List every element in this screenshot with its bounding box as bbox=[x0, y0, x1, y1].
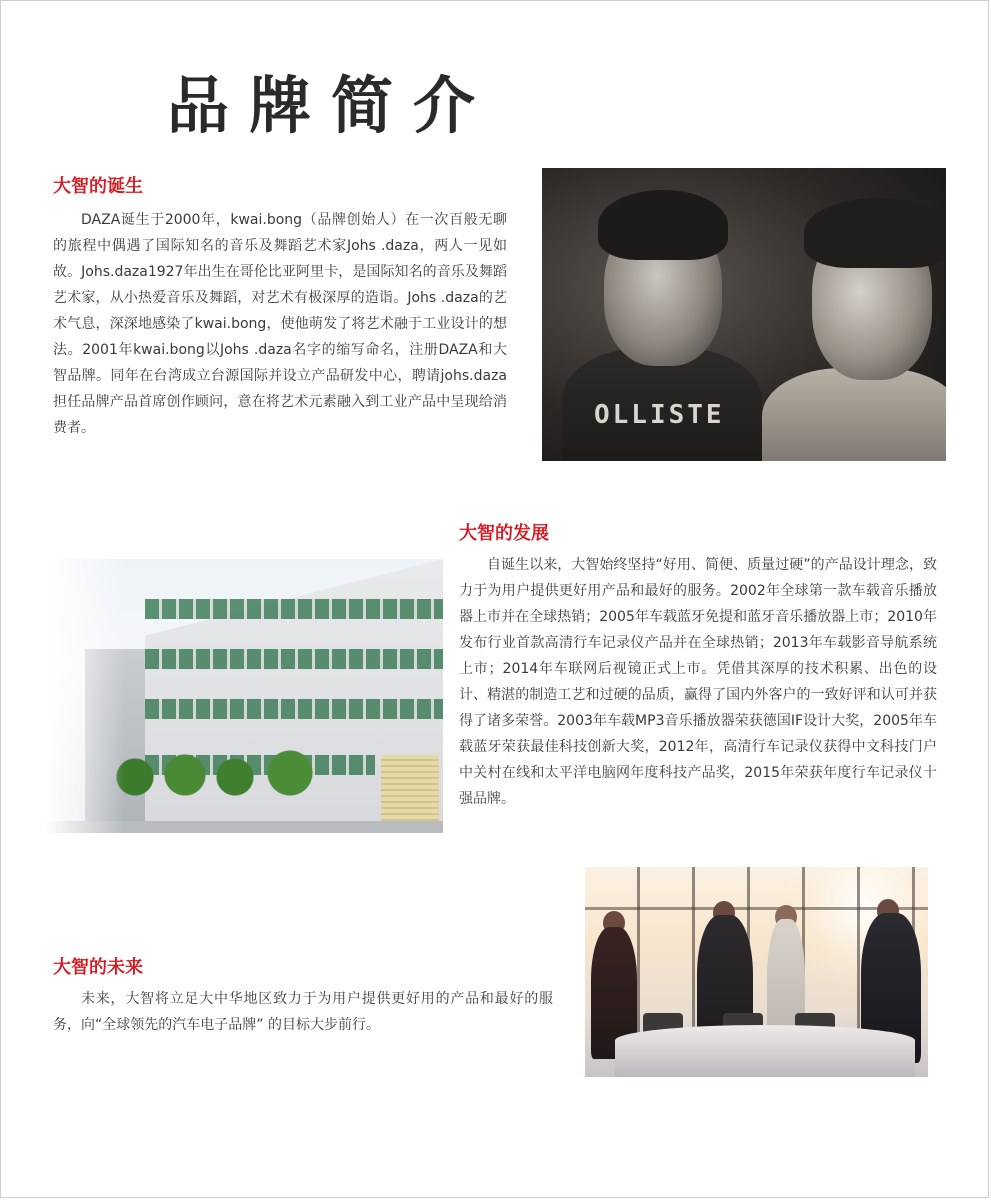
page-title: 品牌简介 bbox=[167, 69, 496, 142]
factory-building-photo bbox=[45, 559, 443, 833]
business-meeting-photo bbox=[585, 867, 928, 1077]
sky-fade bbox=[45, 559, 125, 833]
section-heading-future: 大智的未来 bbox=[53, 957, 143, 978]
shirt-print-text: OLLISTE bbox=[594, 400, 725, 430]
section-text-future: 未来，大智将立足大中华地区致力于为用户提供更好用的产品和最好的服务，向“全球领先的汽车电子品牌” 的目标大步前行。 bbox=[53, 991, 553, 1033]
section-heading-birth: 大智的诞生 bbox=[53, 176, 143, 197]
window-band bbox=[145, 599, 443, 619]
portrait-hair-left bbox=[598, 190, 728, 260]
portrait-shirt-right bbox=[762, 368, 946, 461]
street-trees bbox=[115, 747, 345, 807]
section-heading-development: 大智的发展 bbox=[459, 523, 549, 544]
window-band bbox=[145, 649, 443, 669]
conference-table bbox=[615, 1025, 915, 1077]
window-band bbox=[145, 699, 443, 719]
section-text-birth: DAZA诞生于2000年，kwai.bong（品牌创始人）在一次百般无聊的旅程中偶遇了国际知名的音乐及舞蹈艺术家Johs .daza，两人一见如故。Johs.daza1927年出生在哥伦比亚阿里卡，是国际知名的音乐及舞蹈艺术家，从小热爱音乐及舞蹈，对艺术有极深厚的造诣。Johs .daza的艺术气息，深深地感染了kwai.bong，使他萌发了将艺术融于工业设计的想法。2001年kwai.bong以Johs .daza名字的缩写命名，注册DAZA和大智品牌。同年在台湾成立台源国际并设立产品研发中心，聘请johs.daza担任品牌产品首席创作顾问，意在将艺术元素融入到工业产品中呈现给消费者。 bbox=[53, 212, 507, 436]
section-text-development: 自诞生以来，大智始终坚持“好用、简便、质量过硬”的产品设计理念，致力于为用户提供更好用产品和最好的服务。2002年全球第一款车载音乐播放器上市并在全球热销；2005年车载蓝牙免提和蓝牙音乐播放器上市；2010年发布行业首款高清行车记录仪产品并在全球热销；2013年车载影音导航系统上市；2014年车联网后视镜正式上市。凭借其深厚的技术积累、出色的设计、精湛的制造工艺和过硬的品质，赢得了国内外客户的一致好评和认可并获得了诸多荣誉。2003年车载MP3音乐播放器荣获德国IF设计大奖，2005年车载蓝牙荣获最佳科技创新大奖，2012年，高清行车记录仪获得中文科技门户中关村在线和太平洋电脑网年度科技产品奖，2015年荣获年度行车记录仪十强品牌。 bbox=[459, 557, 937, 807]
portrait-hair-right bbox=[804, 198, 946, 268]
founders-portrait-photo bbox=[542, 168, 946, 461]
